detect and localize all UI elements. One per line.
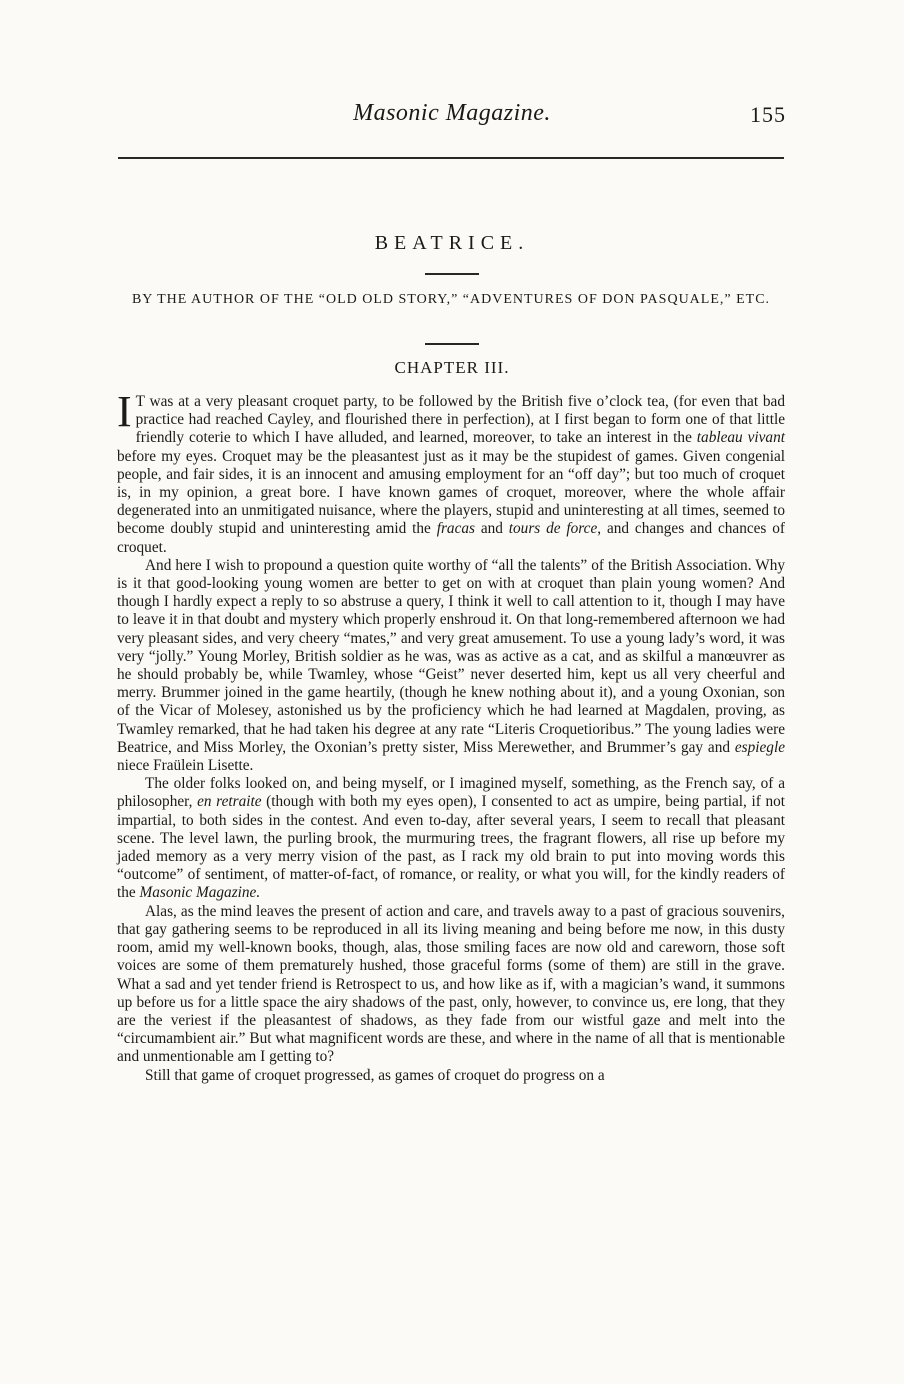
p3-emphasis-b: Masonic Magazine. xyxy=(139,884,261,902)
p3-emphasis-a: en retraite xyxy=(197,793,262,811)
paragraph-4: Alas, as the mind leaves the present of action and care, and travels away to a past of gracious souvenirs, that gay gathering seems to be reproduced in all its living meaning and being before me now, in this dusty room, amid my well-known books, though, alas, those smiling faces are now old and careworn, those soft voices are some of them prematurely hushed, those graceful forms (some of them) are still in the grave. What a sad and yet tender friend is Retrospect to us, and how like as if, with a magician’s wand, it summons up before us for a little space the airy shadows of the past, only, however, to convince us, ere long, that they are the veriest if the pleasantest of shadows, as they fade from our wistful gaze and melt into the “circumambient air.” But what magnificent words are these, and where in the name of all that is mentionable and unmentionable am I getting to? xyxy=(117,902,785,1066)
p1-text-b: before my eyes. Croquet may be the pleasantest just as it may be the stupidest of games. Given congenial people, and fair sides, it is an innocent and amusing employment for an “off day”; but too much of croquet is, in my opinion, a great bore. I have known games of croquet, moreover, where the whole affair degenerated into an unmitigated nuisance, where the players, stupid and uninteresting at all times, seemed to become doubly stupid and uninteresting amid the xyxy=(117,447,785,538)
byline-divider xyxy=(425,343,479,345)
paragraph-3 xyxy=(117,775,785,902)
page-number: 155 xyxy=(750,102,786,127)
header-rule xyxy=(118,157,784,159)
p1-text-d: , and changes and chances of croquet. xyxy=(117,520,785,556)
running-title: Masonic Magazine. xyxy=(353,100,551,126)
chapter-heading: CHAPTER III. xyxy=(394,358,510,377)
drop-cap: I xyxy=(117,387,132,436)
p2-emphasis: espiegle xyxy=(734,738,785,756)
title-divider xyxy=(425,273,479,275)
p2-text-b: niece Fraülein Lisette. xyxy=(117,757,254,775)
paragraph-5: Still that game of croquet progressed, as games of croquet do progress on a xyxy=(145,1066,605,1084)
p1-text-c: and xyxy=(474,520,509,538)
running-header xyxy=(0,96,904,136)
p1-text-a: T was at a very pleasant croquet party, to be followed by the British five o’clock tea, (for even that bad practice had reached Cayley, and flourished there in perfection), at I first began to form one of that little friendly coterie to which I have alluded, and learned, moreover, to take an interest in the xyxy=(135,393,785,447)
p1-emphasis-b: fracas xyxy=(436,520,475,538)
p2-text-a: And here I wish to propound a question quite worthy of “all the talents” of the British Association. Why is it that good-looking young women are better to get on with at croquet than plain young women? And though I hardly expect a reply to so abstruse a query, I think it well to call attention to it, though I may have to leave it in that doubt and mystery which properly enshroud it. On that long-remembered afternoon we had very pleasant sides, and very cheery “mates,” and very great amusement. To use a young lady’s word, it was very “jolly.” Young Morley, British soldier as he was, was as active as a cat, and as skilful a manœuvrer as he should probably be, while Twamley, whose “Geist” never deserted him, kept us all very cheerful and merry. Brummer joined in the game heartily, (though he knew nothing about it), and a young Oxonian, son of the Vicar of Molesey, astonished us by the proficiency which he had learned at Magdalen, proving, as Twamley remarked, that he had taken his degree at any rate “Literis Croquetioribus.” The young ladies were Beatrice, and Miss Morley, the Oxonian’s pretty sister, Miss Merewether, and Brummer’s gay and xyxy=(117,556,785,756)
paragraph-2 xyxy=(117,557,785,775)
article-title: BEATRICE. xyxy=(374,232,530,254)
p3-text-a: The older folks looked on, and being myself, or I imagined myself, something, as the French say, of a philosopher, xyxy=(117,775,785,811)
p1-emphasis-c: tours de force xyxy=(508,520,598,538)
article-body xyxy=(117,387,786,1085)
p1-emphasis-a: tableau vivant xyxy=(696,429,785,447)
paragraph-1 xyxy=(117,387,785,557)
byline: BY THE AUTHOR OF THE “OLD OLD STORY,” “ADVENTURES OF DON PASQUALE,” ETC. xyxy=(131,292,771,307)
p3-text-b: (though with both my eyes open), I consented to act as umpire, being partial, if not impartial, to both sides in the contest. And even to-day, after several years, I seem to recall that pleasant scene. The level lawn, the purling brook, the murmuring trees, the fragrant flowers, all rise up before my jaded memory as a very merry vision of the past, as I rack my old brain to put into moving words this “outcome” of sentiment, of matter-of-fact, of romance, or reality, or what you will, for the kindly readers of the xyxy=(117,793,786,902)
